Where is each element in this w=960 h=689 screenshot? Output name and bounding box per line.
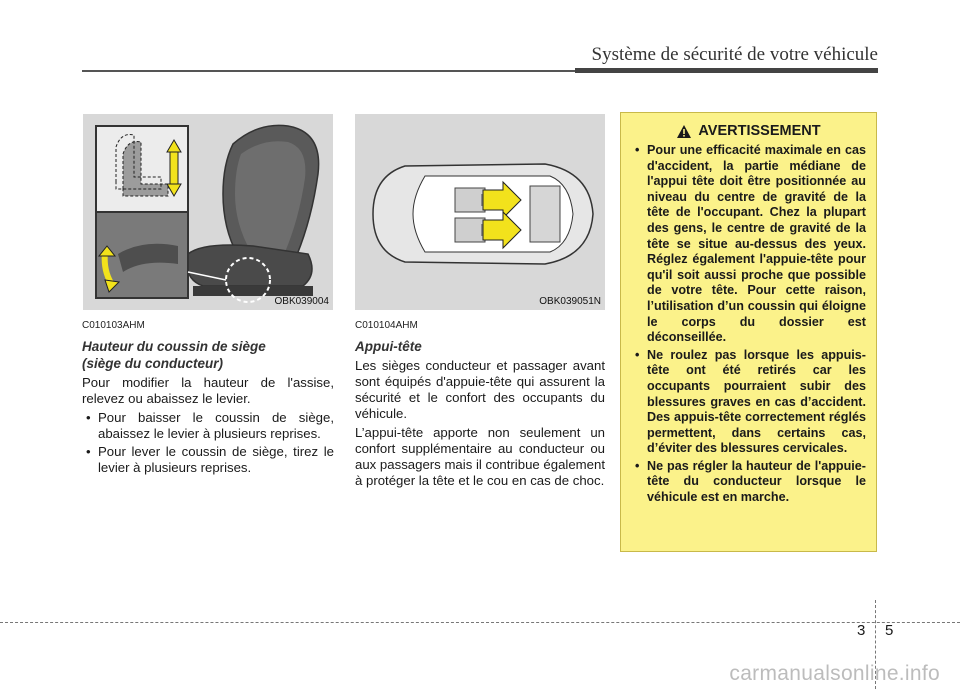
section-code: C010103AHM	[82, 320, 145, 331]
figure-code: OBK039004	[274, 296, 329, 307]
warning-title	[631, 123, 866, 139]
page-number: 5	[885, 622, 894, 639]
car-top-view-illustration	[355, 114, 605, 310]
bullet-item: • Pour lever le coussin de siège, tirez le levier à plusieurs reprises.	[82, 444, 334, 476]
section-paragraph: Les sièges conducteur et passager avant sont équipés d'appuie-tête qui assurent la sécurité et le confort des occupants du véhicule.	[355, 358, 605, 421]
chapter-number: 3	[857, 622, 866, 639]
section-paragraph: Pour modifier la hauteur de l'assise, relevez ou abaissez le levier.	[82, 375, 334, 406]
seat-height-section	[82, 318, 334, 478]
section-title: Système de sécurité de votre véhicule	[591, 44, 878, 65]
warning-title-text: AVERTISSEMENT	[698, 123, 821, 139]
warning-box	[620, 112, 877, 552]
headrest-figure	[355, 114, 605, 310]
section-paragraph: L’appui-tête apporte non seulement un confort supplémentaire au conducteur ou aux passagers mais il contribue également à protéger la tête et le cou en cas de choc.	[355, 425, 605, 488]
seat-illustration	[83, 114, 333, 310]
warning-item: • Pour une efficacité maximale en cas d'accident, la partie médiane de l'appui tête doit être positionnée au niveau du centre de gravité de la tête de l'occupant. Chez la plupart des gens, le centre de gravité de la tête se situe au-dessus des yeux. Réglez également l'appuie-tête pour qu'il soit aussi proche que possible de votre tête. Pour cette raison, l’utilisation d’un coussin qui éloigne le corps du dossier est déconseillée.	[631, 143, 866, 346]
warning-triangle-icon	[676, 124, 692, 139]
seat-height-figure	[83, 114, 333, 310]
heading-line-2: (siège du conducteur)	[82, 356, 224, 371]
figure-code: OBK039051N	[539, 296, 601, 307]
header-rule-accent	[575, 68, 878, 73]
section-heading	[82, 338, 334, 372]
section-heading: Appui-tête	[355, 339, 422, 354]
footer-rule	[0, 622, 960, 623]
bullet-item: • Pour baisser le coussin de siège, abaissez le levier à plusieurs reprises.	[82, 410, 334, 442]
section-code: C010104AHM	[355, 320, 418, 331]
warning-item: • Ne pas régler la hauteur de l'appuie-tête du conducteur lorsque le véhicule est en marche.	[631, 459, 866, 506]
heading-line-1: Hauteur du coussin de siège	[82, 339, 266, 354]
watermark: carmanualsonline.info	[729, 662, 940, 685]
warning-item: • Ne roulez pas lorsque les appuis-tête ont été retirés car les occupants pourraient subir des blessures graves en cas d’accident. Des appuis-tête correctement réglés permettent, dans certains cas, d’éviter des blessures cervicales.	[631, 348, 866, 457]
headrest-section	[355, 318, 605, 492]
